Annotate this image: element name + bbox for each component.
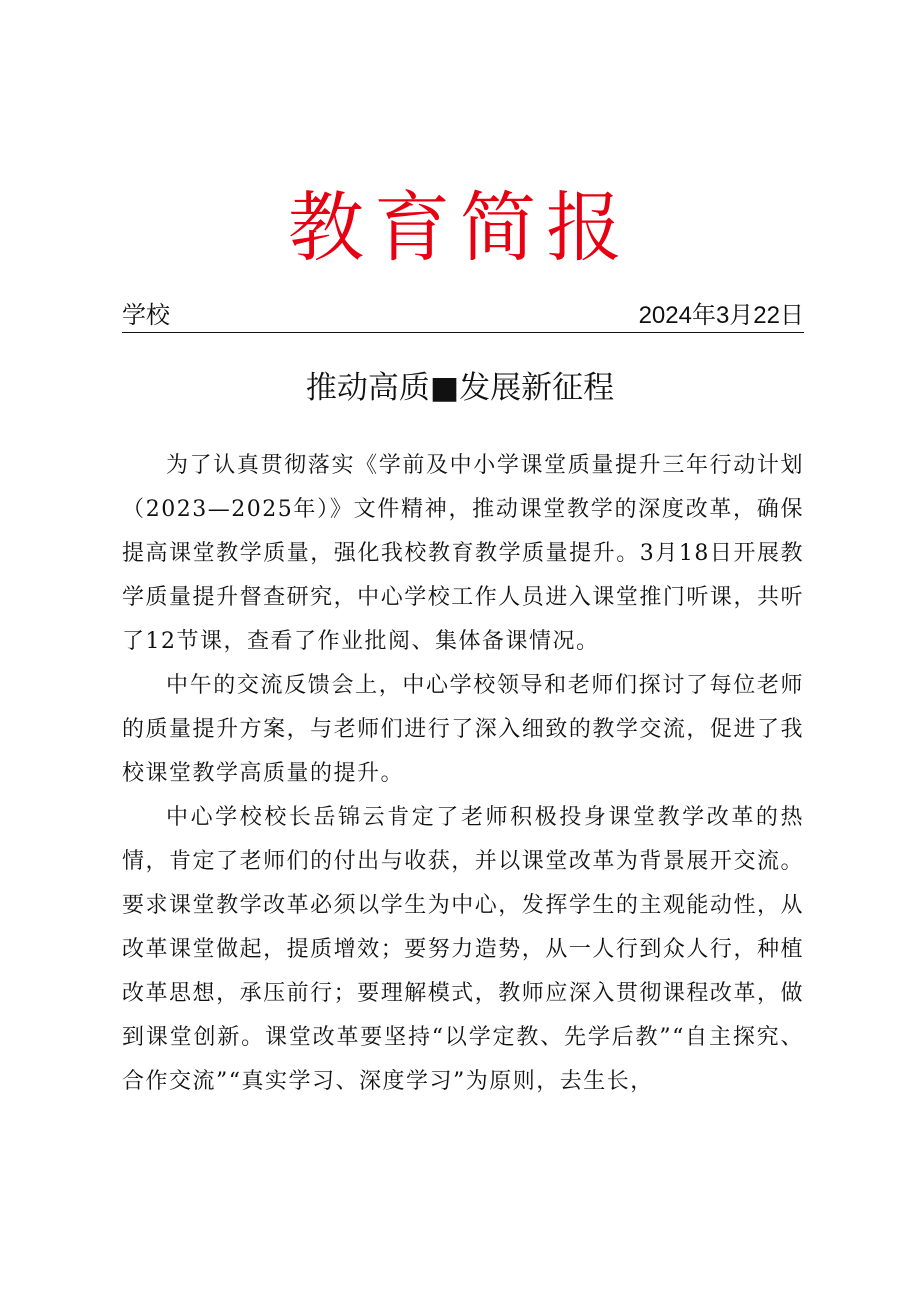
- paragraph-1: 为了认真贯彻落实《学前及中小学课堂质量提升三年行动计划（2023—2025年）》文件精神，推动课堂教学的深度改革，确保提高课堂教学质量，强化我校教育教学质量提升。3月18日开展教学质量提升督查研究，中心学校工作人员进入课堂推门听课，共听了12节课，查看了作业批阅、集体备课情况。: [122, 453, 804, 654]
- issue-line: [122, 300, 804, 333]
- masthead-title: 教育简报: [288, 183, 632, 272]
- article-body: [122, 444, 804, 1104]
- paragraph-2: 中午的交流反馈会上，中心学校领导和老师们探讨了每位老师的质量提升方案，与老师们进行了深入细致的教学交流，促进了我校课堂教学高质量的提升。: [122, 673, 804, 786]
- article-headline: 推动高质■发展新征程: [305, 370, 615, 406]
- issue-date: 2024年3月22日: [638, 302, 804, 329]
- school-label: 学校: [122, 302, 170, 329]
- paragraph-3: 中心学校校长岳锦云肯定了老师积极投身课堂教学改革的热情，肯定了老师们的付出与收获，并以课堂改革为背景展开交流。要求课堂教学改革必须以学生为中心，发挥学生的主观能动性，从改革课堂做起，提质增效；要努力造势，从一人行到众人行，种植改革思想，承压前行；要理解模式，教师应深入贯彻课程改革，做到课堂创新。课堂改革要坚持“以学定教、先学后教”“自主探究、合作交流”“真实学习、深度学习”为原则，去生长，: [122, 805, 804, 1094]
